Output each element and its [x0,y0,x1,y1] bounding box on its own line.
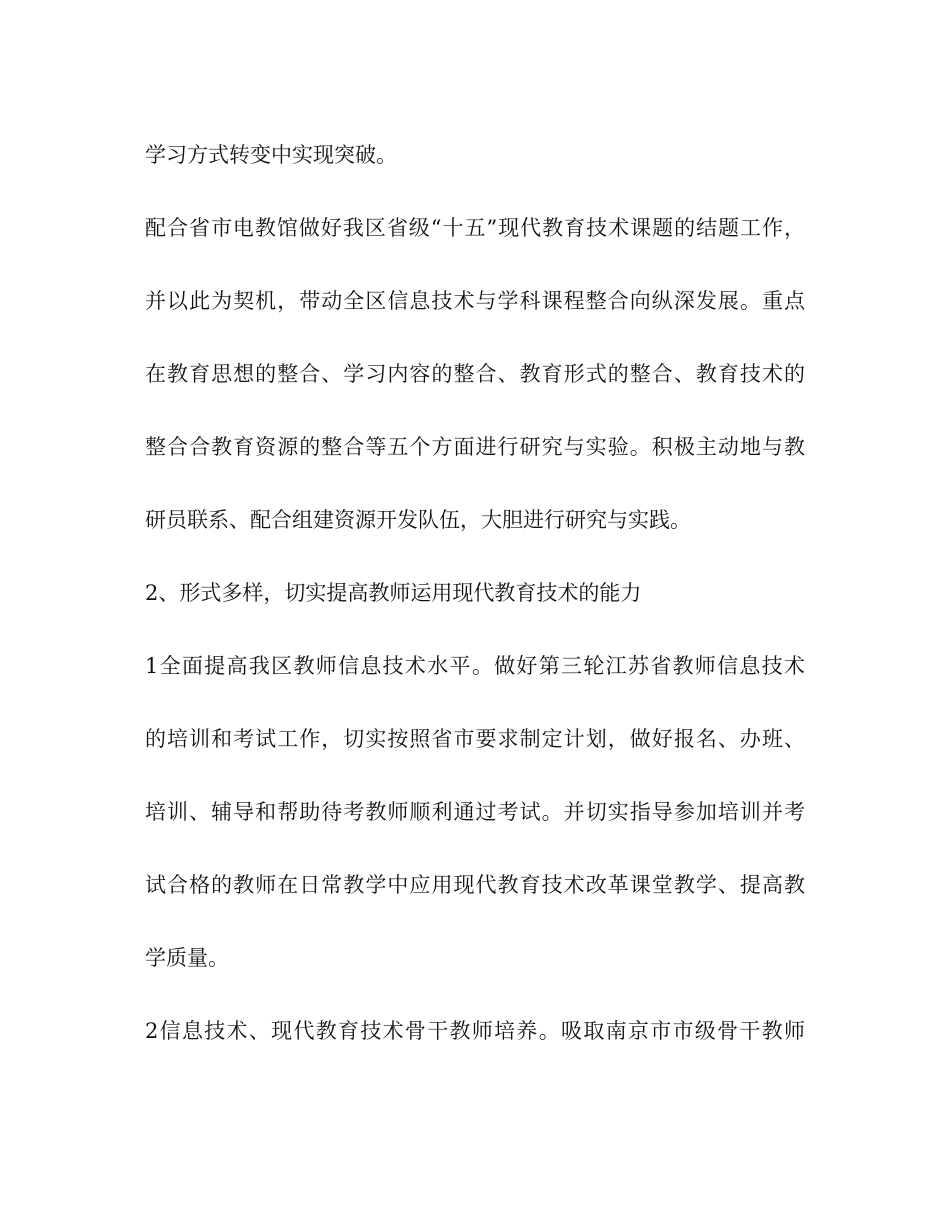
text-line-3: 并以此为契机，带动全区信息技术与学科课程整合向纵深发展。重点 [145,289,805,313]
text-line-9: 的培训和考试工作，切实按照省市要求制定计划，做好报名、办班、 [145,727,805,751]
text-line-2: 配合省市电教馆做好我区省级“十五”现代教育技术课题的结题工作， [145,216,805,240]
section-heading: 2、形式多样，切实提高教师运用现代教育技术的能力 [145,581,642,605]
text-line-6: 研员联系、配合组建资源开发队伍，大胆进行研究与实践。 [145,508,691,532]
text-line-13: 2信息技术、现代教育技术骨干教师培养。吸取南京市市级骨干教师 [145,1019,805,1043]
text-line-8: 1全面提高我区教师信息技术水平。做好第三轮江苏省教师信息技术 [145,654,805,678]
text-line-1: 学习方式转变中实现突破。 [145,143,397,167]
text-line-4: 在教育思想的整合、学习内容的整合、教育形式的整合、教育技术的 [145,362,805,386]
text-line-12: 学质量。 [145,946,229,970]
text-line-5: 整合合教育资源的整合等五个方面进行研究与实验。积极主动地与教 [145,435,805,459]
text-line-11: 试合格的教师在日常教学中应用现代教育技术改革课堂教学、提高教 [145,873,805,897]
text-line-10: 培训、辅导和帮助待考教师顺利通过考试。并切实指导参加培训并考 [145,800,805,824]
